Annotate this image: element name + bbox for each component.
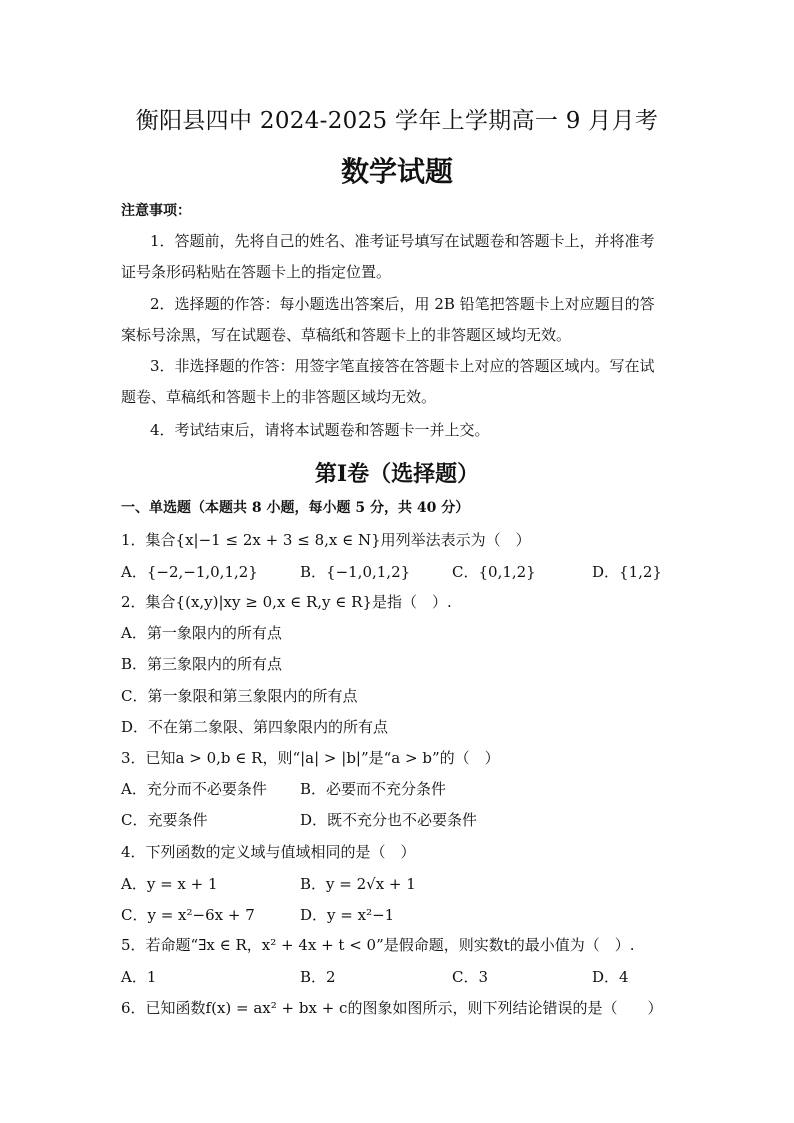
notice-item-3-line-1: 3．非选择题的作答：用签字笔直接答在答题卡上对应的答题区域内。写在试 xyxy=(150,357,655,375)
question-2-option-b: B．第三象限内的所有点 xyxy=(121,655,283,673)
question-3-option-d: D．既不充分也不必要条件 xyxy=(300,811,478,829)
question-1-option-b: B．{−1,0,1,2} xyxy=(300,563,411,581)
question-3-option-a: A．充分而不必要条件 xyxy=(121,780,267,798)
question-6-stem: 6．已知函数f(x) = ax² + bx + c的图象如图所示，则下列结论错误的是（ ） xyxy=(121,999,663,1017)
exam-title: 衡阳县四中 2024-2025 学年上学期高一 9 月月考 xyxy=(135,108,659,134)
notice-item-2-line-1: 2．选择题的作答：每小题选出答案后，用 2B 铅笔把答题卡上对应题目的答 xyxy=(150,295,655,313)
question-3-option-b: B．必要而不充分条件 xyxy=(300,780,447,798)
notice-item-1-line-1: 1．答题前，先将自己的姓名、准考证号填写在试题卷和答题卡上，并将准考 xyxy=(150,232,655,250)
question-3-stem: 3．已知a > 0,b ∈ R，则“|a| > |b|”是“a > b”的（ ） xyxy=(121,749,500,767)
question-4-option-d: D．y = x²−1 xyxy=(300,906,395,924)
question-4-stem: 4．下列函数的定义域与值域相同的是（ ） xyxy=(121,843,416,861)
question-1-option-d: D．{1,2} xyxy=(592,563,662,581)
notice-item-3-line-2: 题卷、草稿纸和答题卡上的非答题区域均无效。 xyxy=(121,388,437,406)
notice-heading: 注意事项： xyxy=(121,203,191,219)
question-5-option-a: A．1 xyxy=(121,968,157,986)
subject-title: 数学试题 xyxy=(340,155,453,188)
question-2-option-a: A．第一象限内的所有点 xyxy=(121,624,282,642)
question-5-option-c: C．3 xyxy=(452,968,489,986)
question-1-option-c: C．{0,1,2} xyxy=(452,563,536,581)
question-4-option-a: A．y = x + 1 xyxy=(121,875,218,893)
question-2-option-c: C．第一象限和第三象限内的所有点 xyxy=(121,687,358,705)
notice-item-4-line-1: 4．考试结束后，请将本试题卷和答题卡一并上交。 xyxy=(150,421,490,439)
question-2-stem: 2．集合{(x,y)|xy ≥ 0,x ∈ R,y ∈ R}是指（ ）. xyxy=(121,593,452,611)
question-4-option-b: B．y = 2√x + 1 xyxy=(300,875,416,893)
question-5-option-d: D．4 xyxy=(592,968,629,986)
question-1-option-a: A．{−2,−1,0,1,2} xyxy=(121,563,258,581)
section-heading: 一、单选题（本题共 8 小题，每小题 5 分，共 40 分） xyxy=(121,500,470,516)
question-5-option-b: B．2 xyxy=(300,968,336,986)
notice-item-2-line-2: 案标号涂黑，写在试题卷、草稿纸和答题卡上的非答题区域均无效。 xyxy=(121,326,572,344)
question-5-stem: 5．若命题“∃x ∈ R，x² + 4x + t < 0”是假命题，则实数t的最小值为（ ）. xyxy=(121,936,635,954)
part-title: 第Ⅰ卷（选择题） xyxy=(314,461,480,487)
question-1-stem: 1．集合{x|−1 ≤ 2x + 3 ≤ 8,x ∈ N}用列举法表示为（ ） xyxy=(121,531,531,549)
question-4-option-c: C．y = x²−6x + 7 xyxy=(121,906,255,924)
question-2-option-d: D．不在第二象限、第四象限内的所有点 xyxy=(121,718,389,736)
question-3-option-c: C．充要条件 xyxy=(121,811,208,829)
notice-item-1-line-2: 证号条形码粘贴在答题卡上的指定位置。 xyxy=(121,263,392,281)
